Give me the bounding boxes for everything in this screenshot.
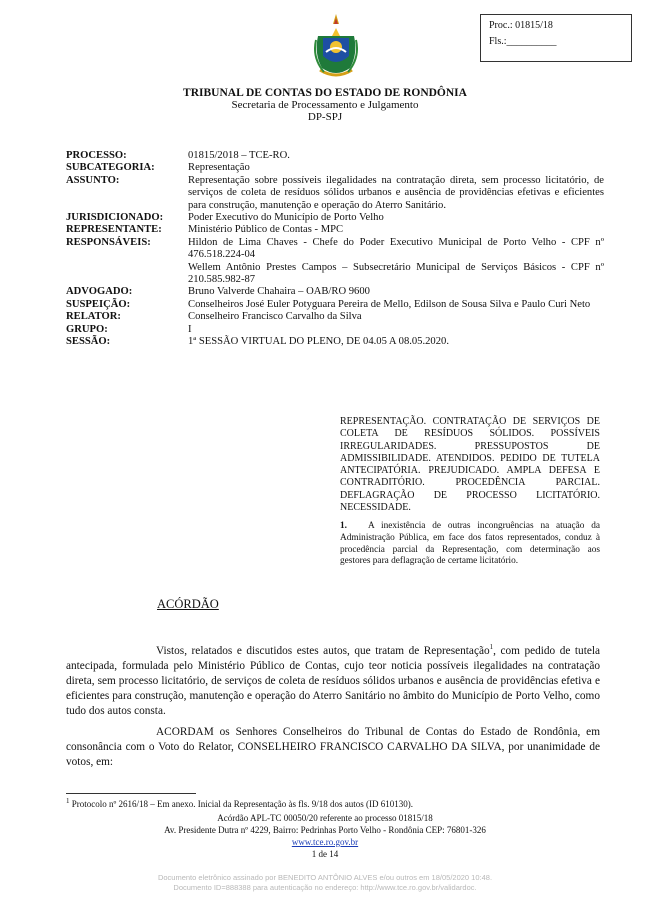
footer-acordao-ref: Acórdão APL-TC 00050/20 referente ao processo 01815/18 bbox=[217, 813, 433, 823]
folio-field: Fls.:__________ bbox=[489, 36, 557, 47]
metadata-key: PROCESSO: bbox=[66, 150, 127, 161]
paragraph-acordam: ACORDAM os Senhores Conselheiros do Tribunal de Contas do Estado de Rondônia, em consonância com o Voto do Relator, CONSELHEIRO FRANCISCO CARVALHO DA SILVA, por unanimidade de votos, em: bbox=[66, 726, 600, 768]
metadata-value: Representação bbox=[188, 162, 250, 174]
metadata-row bbox=[66, 336, 604, 348]
metadata-row bbox=[66, 324, 604, 336]
paragraph-vistos-start: Vistos, relatados e discutidos estes autos, que tratam de Representação bbox=[156, 644, 490, 657]
process-metadata bbox=[66, 150, 604, 349]
rondonia-coat-of-arms-icon bbox=[314, 14, 358, 80]
footer-address: Av. Presidente Dutra nº 4229, Bairro: Pedrinhas Porto Velho - Rondônia CEP: 76801-326 bbox=[164, 825, 486, 835]
metadata-key: RESPONSÁVEIS: bbox=[66, 236, 151, 248]
metadata-row bbox=[66, 224, 604, 236]
footer-site-link[interactable]: www.tce.ro.gov.br bbox=[291, 837, 359, 847]
metadata-value: Conselheiro Francisco Carvalho da Silva bbox=[188, 311, 362, 323]
metadata-row bbox=[66, 311, 604, 323]
page-number: 1 de 14 bbox=[311, 849, 339, 859]
metadata-key: SUSPEIÇÃO: bbox=[66, 298, 131, 310]
footnote bbox=[66, 797, 413, 809]
metadata-value: Ministério Público de Contas - MPC bbox=[188, 224, 344, 236]
metadata-value: 1ª SESSÃO VIRTUAL DO PLENO, DE 04.05 A 08.05.2020. bbox=[188, 336, 449, 348]
metadata-value: Representação sobre possíveis ilegalidades na contratação direta, sem processo licitatório, de serviços de coleta de resíduos sólidos urbanos e ausência de providências efetivas e eficientes para construção, manutenção e operação do Aterro Sanitário. bbox=[188, 174, 604, 211]
signature-watermark bbox=[0, 873, 650, 893]
paragraph-vistos bbox=[66, 640, 600, 719]
metadata-key: RELATOR: bbox=[66, 311, 121, 323]
metadata-key: ASSUNTO: bbox=[66, 174, 120, 186]
footnote-marker: 1 bbox=[66, 797, 70, 805]
ementa-summary: REPRESENTAÇÃO. CONTRATAÇÃO DE SERVIÇOS DE COLETA DE RESÍDUOS SÓLIDOS. POSSÍVEIS IRREGULARIDADES. PRESSUPOSTOS DE ADMISSIBILIDADE. ATENDIDOS. PEDIDO DE TUTELA ANTECIPATÓRIA. PREJUDICADO. AMPLA DEFESA E CONTRADITÓRIO. PROCEDÊNCIA PARCIAL. DEFLAGRAÇÃO DE PROCESSO LICITATÓRIO. NECESSIDADE. bbox=[340, 416, 600, 514]
metadata-row bbox=[66, 262, 604, 287]
paragraph-vistos-rest: , com pedido de tutela antecipada, formulada pelo Ministério Público de Contas, cujo teor noticia possíveis ilegalidades na contratação direta, sem processo licitatório, de serviços de coleta de resíduos sólidos urbanos e ausência de providências efetiva e eficientes para construção, manutenção e operação do Aterro Sanitário no âmbito do Município de Porto Velho, como tudo dos autos consta. bbox=[66, 644, 600, 717]
metadata-value: I bbox=[188, 323, 192, 335]
court-unit: DP-SPJ bbox=[307, 111, 343, 123]
process-number: Proc.: 01815/18 bbox=[489, 20, 553, 31]
page-footer bbox=[0, 812, 650, 860]
ementa-item-number: 1. bbox=[340, 521, 347, 531]
metadata-key: ADVOGADO: bbox=[66, 286, 133, 298]
metadata-row bbox=[66, 237, 604, 262]
metadata-key: JURISDICIONADO: bbox=[66, 212, 164, 224]
metadata-value: 01815/2018 – TCE-RO. bbox=[188, 150, 290, 161]
metadata-row bbox=[66, 286, 604, 298]
metadata-row bbox=[66, 212, 604, 224]
court-header bbox=[0, 87, 650, 123]
metadata-value: Conselheiros José Euler Potyguara Pereira de Mello, Edilson de Sousa Silva e Paulo Curi Neto bbox=[188, 298, 591, 310]
court-title: TRIBUNAL DE CONTAS DO ESTADO DE RONDÔNIA bbox=[183, 87, 467, 99]
metadata-key: REPRESENTANTE: bbox=[66, 224, 162, 236]
metadata-row bbox=[66, 150, 604, 162]
metadata-value: Bruno Valverde Chahaira – OAB/RO 9600 bbox=[188, 286, 370, 298]
watermark-validation-line: Documento ID=888388 para autenticação no endereço: http://www.tce.ro.gov.br/validardoc. bbox=[173, 883, 477, 892]
acordao-title: ACÓRDÃO bbox=[157, 597, 219, 611]
metadata-value: Poder Executivo do Município de Porto Velho bbox=[188, 212, 384, 224]
metadata-key: SUBCATEGORIA: bbox=[66, 162, 155, 174]
metadata-row bbox=[66, 299, 604, 311]
ementa-item-text: A inexistência de outras incongruências na atuação da Administração Pública, em face dos fatos representados, conduz à procedência parcial da Representação, com determinação aos gestores para deflagração de certame licitatório. bbox=[340, 521, 600, 567]
watermark-signature-line: Documento eletrônico assinado por BENEDITO ANTÔNIO ALVES e/ou outros em 18/05/2020 10:48. bbox=[157, 873, 493, 882]
court-subtitle: Secretaria de Processamento e Julgamento bbox=[231, 99, 419, 111]
metadata-key: GRUPO: bbox=[66, 323, 108, 335]
ementa-item bbox=[340, 521, 600, 568]
metadata-value: Wellem Antônio Prestes Campos – Subsecretário Municipal de Serviços Básicos - CPF nº 210.585.982-87 bbox=[188, 261, 604, 286]
metadata-key: SESSÃO: bbox=[66, 336, 111, 348]
metadata-value: Hildon de Lima Chaves - Chefe do Poder Executivo Municipal de Porto Velho - CPF nº 476.518.224-04 bbox=[188, 236, 604, 261]
footnote-ref: 1 bbox=[489, 643, 494, 651]
metadata-key bbox=[66, 262, 188, 287]
process-stamp-box bbox=[480, 14, 632, 62]
footnote-text: Protocolo nº 2616/18 – Em anexo. Inicial da Representação às fls. 9/18 dos autos (ID 610130). bbox=[69, 799, 413, 809]
footnote-divider bbox=[66, 793, 196, 794]
metadata-row bbox=[66, 162, 604, 174]
metadata-row bbox=[66, 175, 604, 212]
